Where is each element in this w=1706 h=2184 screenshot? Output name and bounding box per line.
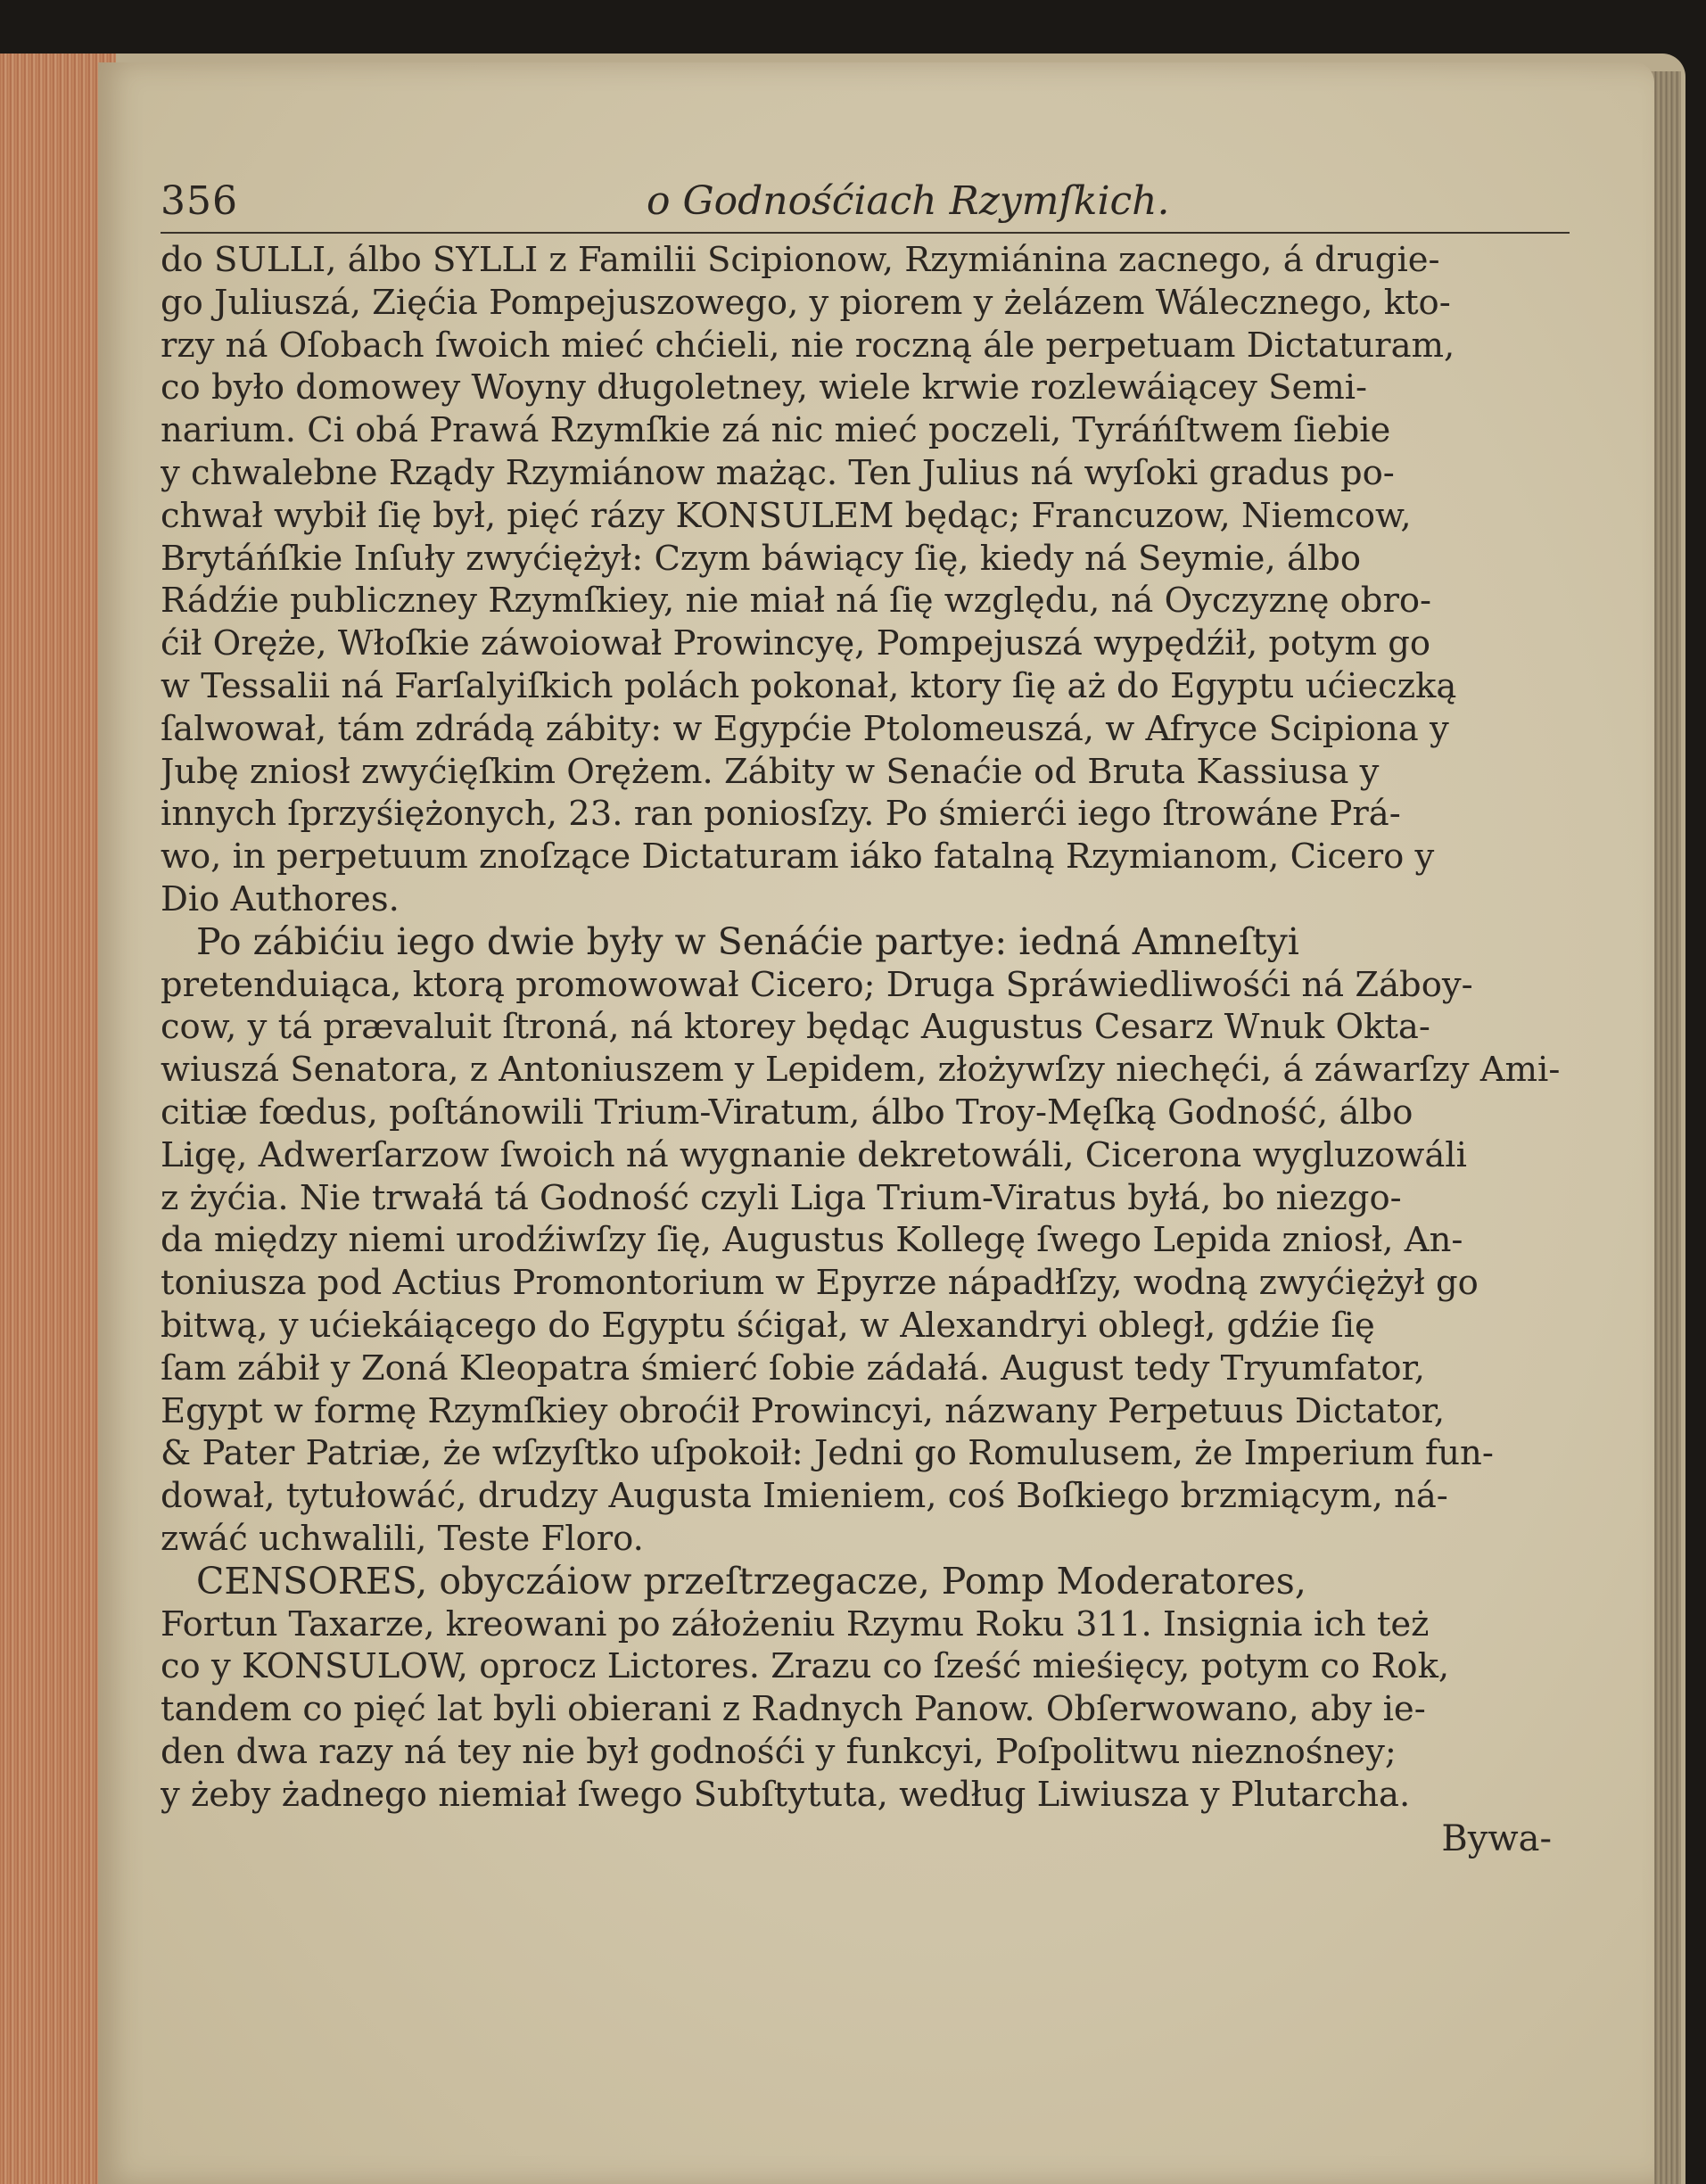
text-line: ſam zábił y Zoná Kleopatra śmierć ſobie zádałá. August tedy Tryumfator, (161, 1347, 1425, 1389)
catchword: Bywa- (1441, 1818, 1552, 1860)
text-line: ſalwował, tám zdrádą zábity: w Egypćie Ptolomeuszá, w Afryce Scipiona y (161, 708, 1449, 749)
text-line: innych ſprzyśiężonych, 23. ran poniosſzy. Po śmierći iego ſtrowáne Prá- (161, 794, 1401, 835)
paragraph-1 (161, 239, 1570, 921)
text-line: cow, y tá prævaluit ſtroná, ná ktorey będąc Augustus Cesarz Wnuk Okta- (161, 1007, 1430, 1048)
text-line: da między niemi urodźiwſzy ſię, Augustus Kollegę ſwego Lepida zniosł, An- (161, 1220, 1463, 1261)
text-line: co y KONSULOW, oprocz Lictores. Zrazu co ſześć mieśięcy, potym co Rok, (161, 1646, 1450, 1687)
text-line: Ligę, Adwerſarzow ſwoich ná wygnanie dekretowáli, Cicerona wygluzowáli (161, 1134, 1467, 1175)
text-line: wiuszá Senatora, z Antoniuszem y Lepidem, złożywſzy niechęći, á záwarſzy Ami- (161, 1050, 1561, 1091)
text-line: co było domowey Woyny długoletney, wiele krwie rozlewáiącey Semi- (161, 367, 1368, 408)
text-line: Brytáńſkie Inſuły zwyćiężył: Czym báwiący ſię, kiedy ná Seymie, álbo (161, 538, 1362, 579)
body-text (161, 239, 1570, 1816)
text-line: z żyćia. Nie trwałá tá Godność czyli Liga Trium-Viratus byłá, bo niezgo- (161, 1177, 1402, 1218)
page-number: 356 (161, 178, 238, 224)
text-line: tandem co pięć lat byli obierani z Radnych Panow. Obſerwowano, aby ie- (161, 1689, 1426, 1730)
text-line: Rádźie publiczney Rzymſkiey, nie miał ná ſię względu, ná Oyczyznę obro- (161, 581, 1432, 622)
text-line: chwał wybił ſię był, pięć rázy KONSULEM będąc; Francuzow, Niemcow, (161, 495, 1412, 536)
text-line: Egypt w formę Rzymſkiey obroćił Prowincyi, názwany Perpetuus Dictator, (161, 1390, 1446, 1431)
text-line: pretenduiąca, ktorą promowował Cicero; Druga Spráwiedliwośći ná Záboy- (161, 964, 1473, 1005)
text-line: narium. Ci obá Prawá Rzymſkie zá nic mieć poczeli, Tyráńſtwem ſiebie (161, 410, 1391, 451)
text-line: Jubę zniosł zwyćięſkim Orężem. Zábity w Senaćie od Bruta Kassiusa y (161, 751, 1380, 792)
text-line: Dio Authores. (161, 878, 400, 919)
text-line: zwáć uchwalili, Teste Floro. (161, 1518, 644, 1559)
text-line: bitwą, y ućiekáiącego do Egyptu śćigał, w Alexandryi obległ, gdźie ſię (161, 1305, 1375, 1346)
text-line: y chwalebne Rządy Rzymiánow mażąc. Ten Julius ná wyſoki gradus po- (161, 452, 1395, 493)
text-line: Fortun Taxarze, kreowani po záłożeniu Rzymu Roku 311. Insignia ich też (161, 1603, 1430, 1644)
paragraph-2 (161, 921, 1570, 1561)
text-line: den dwa razy ná tey nie był godnośći y funkcyi, Poſpolitwu nieznośney; (161, 1731, 1397, 1772)
paragraph-3 (161, 1561, 1570, 1817)
text-line: dował, tytułowáć, drudzy Augusta Imieniem, coś Boſkiego brzmiącym, ná- (161, 1476, 1448, 1517)
text-line: go Juliuszá, Zięćia Pompejuszowego, y piorem y żelázem Wálecznego, kto- (161, 282, 1451, 323)
text-line: w Tessalii ná Farſalyiſkich polách pokonał, ktory ſię aż do Egyptu ućieczką (161, 665, 1457, 706)
running-title: o Godnośćiach Rzymſkich. (647, 178, 1170, 224)
text-line: & Pater Patriæ, że wſzyſtko uſpokoił: Jedni go Romulusem, że Imperium fun- (161, 1433, 1494, 1474)
text-line: do SULLI, álbo SYLLI z Familii Scipionow, Rzymiánina zacnego, á drugie- (161, 240, 1440, 280)
text-line: ćił Oręże, Włoſkie záwoiował Prowincyę, Pompejuszá wypędźił, potym go (161, 623, 1431, 664)
text-line: CENSORES, obyczáiow przeſtrzegacze, Pomp Moderatores, (196, 1560, 1306, 1603)
text-line: toniusza pod Actius Promontorium w Epyrze nápadłſzy, wodną zwyćiężył go (161, 1263, 1479, 1304)
text-line: Po zábićiu iego dwie były w Senáćie partye: iedná Amneſtyi (196, 920, 1299, 963)
text-line: rzy ná Oſobach ſwoich mieć chćieli, nie roczną ále perpetuam Dictaturam, (161, 325, 1455, 366)
text-line: wo, in perpetuum znoſzące Dictaturam iáko fatalną Rzymianom, Cicero y (161, 837, 1435, 878)
text-line: citiæ fœdus, poſtánowili Trium-Viratum, álbo Troy-Męſką Godność, álbo (161, 1092, 1413, 1133)
page-header (161, 178, 1570, 234)
text-line: y żeby żadnego niemiał ſwego Subſtytuta, według Liwiusza y Plutarcha. (161, 1774, 1411, 1815)
text-block (161, 178, 1570, 1862)
